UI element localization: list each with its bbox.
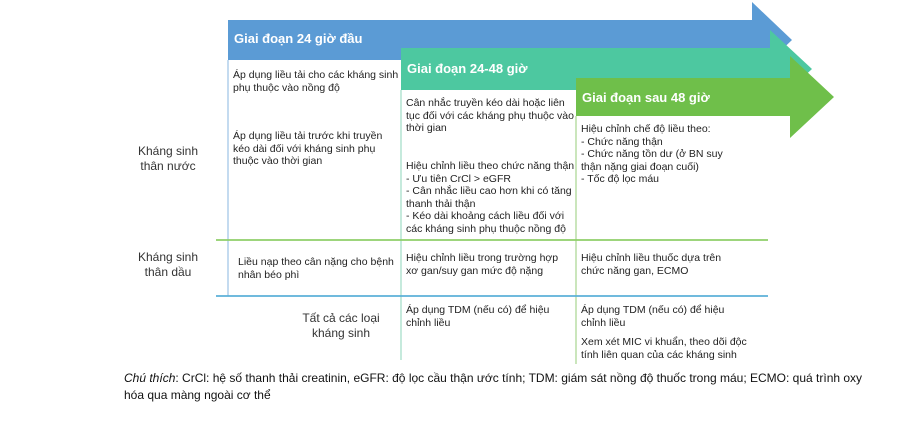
row-label-line: Kháng sinh <box>137 144 199 158</box>
row-label-line: Kháng sinh <box>137 250 199 264</box>
row-label-line: thân dầu <box>144 265 192 279</box>
cell-24-48h-all-tdm: Áp dụng TDM (nếu có) để hiệu chỉnh liều <box>406 304 550 329</box>
row-label-line: kháng sinh <box>311 326 371 340</box>
cell-24h-hydrophilic-extended: Áp dụng liều tải trước khi truyền kéo dài đối với kháng sinh phụ thuộc vào thời gian <box>233 130 383 167</box>
cell-24-48h-hydrophilic-renal: Hiệu chỉnh liều theo chức năng thận - Ưu tiên CrCl > eGFR - Cân nhắc liều cao hơn khi có tăng thanh thải thận - Kéo dài khoảng cách liều đối với các kháng sinh phụ thuộc nồng độ <box>406 160 575 235</box>
row-label-line: thân nước <box>140 159 196 173</box>
phase-title-24-48h: Giai đoạn 24-48 giờ <box>407 61 528 76</box>
phase-title-after-48h: Giai đoạn sau 48 giờ <box>582 90 710 105</box>
row-label-all-antibiotics <box>286 311 396 341</box>
cell-24-48h-hydrophilic-infusion: Cân nhắc truyền kéo dài hoặc liên tục đối với các kháng phụ thuộc vào thời gian <box>406 97 574 134</box>
phase-title-24h: Giai đoạn 24 giờ đầu <box>234 31 363 46</box>
footnote-text: : CrCl: hệ số thanh thải creatinin, eGFR: độ lọc cầu thận ước tính; TDM: giám sát nồng độ thuốc trong máu; ECMO: quá trình oxy hóa qua màng ngoài cơ thể <box>124 371 863 402</box>
cell-24h-hydrophilic-loading: Áp dụng liều tải cho các kháng sinh phụ thuộc vào nồng độ <box>233 69 399 94</box>
cell-24-48h-lipophilic: Hiệu chỉnh liều trong trường hợp xơ gan/suy gan mức độ nặng <box>406 252 559 277</box>
cell-24h-lipophilic: Liều nạp theo cân nặng cho bệnh nhân béo phì <box>238 256 394 281</box>
row-label-lipophilic <box>113 250 223 280</box>
footnote-label: Chú thích <box>124 371 176 385</box>
row-label-line: Tất cả các loại <box>302 311 380 325</box>
cell-after-48h-all-mic: Xem xét MIC vi khuẩn, theo dõi độc tính liên quan của các kháng sinh <box>581 336 747 361</box>
cell-after-48h-all-tdm: Áp dụng TDM (nếu có) để hiệu chỉnh liều <box>581 304 725 329</box>
row-label-hydrophilic <box>113 144 223 174</box>
cell-after-48h-hydrophilic: Hiệu chỉnh chế độ liều theo: - Chức năng thận - Chức năng tồn dư (ở BN suy thận nặng giai đoạn cuối) - Tốc độ lọc máu <box>581 123 723 185</box>
cell-after-48h-lipophilic: Hiệu chỉnh liều thuốc dựa trên chức năng gan, ECMO <box>581 252 722 277</box>
footnote <box>124 370 884 404</box>
